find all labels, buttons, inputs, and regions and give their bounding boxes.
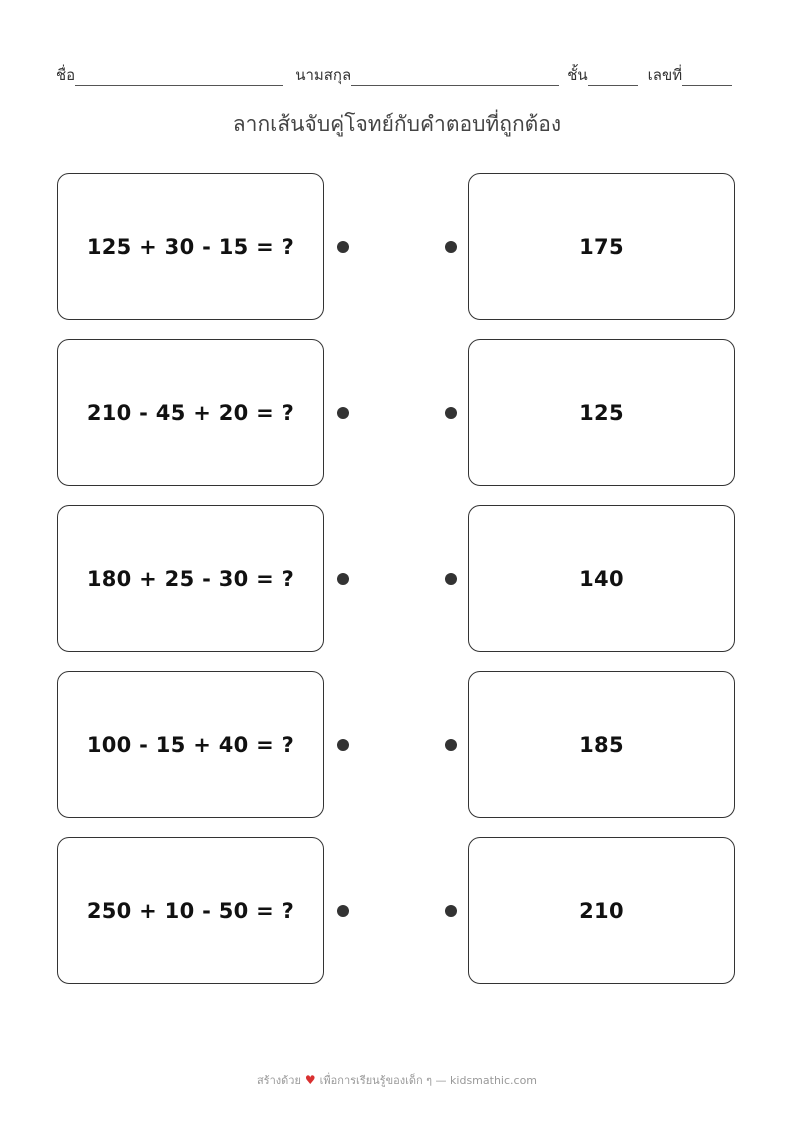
answer-connector-dot[interactable]	[445, 407, 457, 419]
answer-connector-dot[interactable]	[445, 905, 457, 917]
question-card	[57, 505, 324, 652]
surname-field[interactable]	[351, 67, 559, 86]
question-text: 210 - 45 + 20 = ?	[86, 400, 295, 425]
answer-text: 140	[579, 566, 624, 591]
name-label: ชื่อ	[56, 66, 76, 84]
question-connector-dot[interactable]	[337, 905, 349, 917]
answer-text: 175	[579, 234, 624, 259]
answer-card	[468, 671, 735, 818]
footer-credit	[0, 1071, 794, 1089]
number-field[interactable]	[682, 67, 732, 86]
footer-text: เพื่อการเรียนรู้ของเด็ก ๆ — kidsmathic.com	[319, 1074, 538, 1087]
answer-connector-dot[interactable]	[445, 241, 457, 253]
answer-text: 185	[579, 732, 624, 757]
answer-card	[468, 339, 735, 486]
answer-card	[468, 837, 735, 984]
question-text: 250 + 10 - 50 = ?	[86, 898, 295, 923]
answer-text: 210	[579, 898, 624, 923]
question-connector-dot[interactable]	[337, 241, 349, 253]
answer-connector-dot[interactable]	[445, 573, 457, 585]
footer-made-with: สร้างด้วย	[256, 1074, 301, 1087]
answer-connector-dot[interactable]	[445, 739, 457, 751]
question-connector-dot[interactable]	[337, 573, 349, 585]
question-text: 125 + 30 - 15 = ?	[86, 234, 295, 259]
question-card	[57, 173, 324, 320]
question-card	[57, 339, 324, 486]
question-card	[57, 837, 324, 984]
student-info-header	[56, 64, 748, 86]
answer-card	[468, 505, 735, 652]
heart-icon: ♥	[304, 1073, 316, 1087]
question-connector-dot[interactable]	[337, 739, 349, 751]
class-field[interactable]	[588, 67, 638, 86]
name-field[interactable]	[75, 67, 283, 86]
page-title: ลากเส้นจับคู่โจทย์กับคำตอบที่ถูกต้อง	[232, 112, 562, 136]
question-connector-dot[interactable]	[337, 407, 349, 419]
surname-label: นามสกุล	[295, 66, 352, 84]
question-text: 100 - 15 + 40 = ?	[86, 732, 295, 757]
answer-card	[468, 173, 735, 320]
answer-text: 125	[579, 400, 624, 425]
question-card	[57, 671, 324, 818]
class-label: ชั้น	[567, 66, 588, 84]
number-label: เลขที่	[647, 66, 683, 84]
question-text: 180 + 25 - 30 = ?	[86, 566, 295, 591]
